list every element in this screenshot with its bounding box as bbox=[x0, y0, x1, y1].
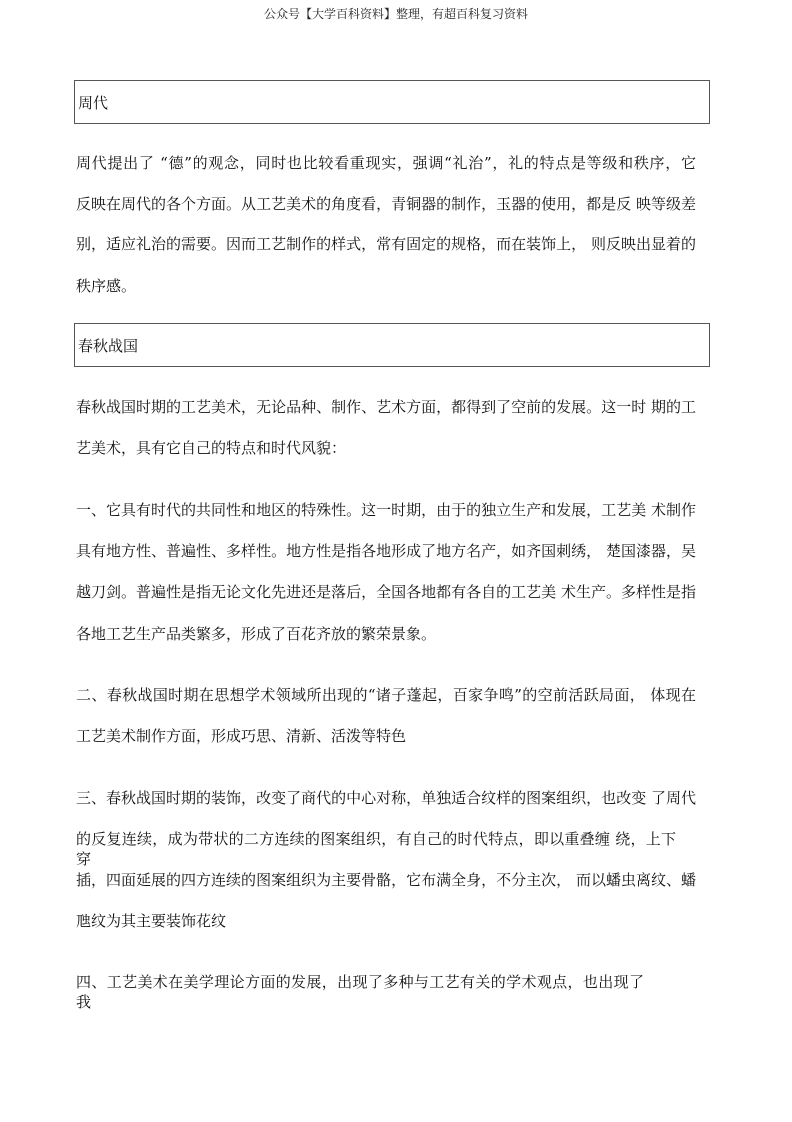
paragraph-line: 二、春秋战国时期在思想学术领域所出现的“诸子蓬起，百家争鸣”的空前活跃局面， 体现在 bbox=[76, 686, 696, 704]
paragraph-line: 艺美术，具有它自己的特点和时代风貌： bbox=[76, 439, 347, 457]
paragraph-line: 秩序感。 bbox=[76, 277, 137, 295]
paragraph-line: 具有地方性、普遍性、多样性。地方性是指各地形成了地方名产，如齐国刺绣， 楚国漆器，吴 bbox=[76, 542, 696, 560]
section-title-zhou bbox=[74, 80, 710, 124]
paragraph-line: 虺纹为其主要装饰花纹 bbox=[76, 912, 227, 930]
section-title-text: 春秋战国 bbox=[78, 336, 139, 355]
paragraph-line: 周代提出了 “德”的观念，同时也比较看重现实，强调“礼治”，礼的特点是等级和秩序，它 bbox=[76, 154, 696, 172]
page-header: 公众号【大学百科资料】整理，有超百科复习资料 bbox=[263, 7, 528, 21]
paragraph-line: 三、春秋战国时期的装饰，改变了商代的中心对称，单独适合纹样的图案组织，也改变 了周代 bbox=[76, 789, 696, 807]
section-title-chunqiu bbox=[74, 323, 710, 367]
paragraph-line: 越刀剑。普遍性是指无论文化先进还是落后，全国各地都有各自的工艺美 术生产。多样性是指 bbox=[76, 583, 696, 601]
paragraph-line: 一、它具有时代的共同性和地区的特殊性。这一时期，由于的独立生产和发展，工艺美 术制作 bbox=[76, 501, 696, 519]
paragraph-line: 的反复连续，成为带状的二方连续的图案组织，有自己的时代特点，即以重叠缠 绕，上下穿 bbox=[76, 830, 676, 868]
paragraph-line: 别，适应礼治的需要。因而工艺制作的样式，常有固定的规格，而在装饰上， 则反映出显着的 bbox=[76, 235, 696, 253]
section-title-text: 周代 bbox=[78, 93, 109, 112]
paragraph-line: 反映在周代的各个方面。从工艺美术的角度看，青铜器的制作，玉器的使用，都是反 映等级差 bbox=[76, 195, 696, 213]
paragraph-line: 各地工艺生产品类繁多，形成了百花齐放的繁荣景象。 bbox=[76, 625, 437, 643]
paragraph-line: 春秋战国时期的工艺美术，无论品种、制作、艺术方面，都得到了空前的发展。这一时 期的工 bbox=[76, 398, 696, 416]
paragraph-line: 工艺美术制作方面，形成巧思、清新、活泼等特色 bbox=[76, 727, 407, 745]
paragraph-line: 插，四面延展的四方连续的图案组织为主要骨骼，它布满全身，不分主次， 而以蟠虫离纹、蟠 bbox=[76, 871, 696, 889]
paragraph-line: 四、工艺美术在美学理论方面的发展，出现了多种与工艺有关的学术观点，也出现了我 bbox=[76, 973, 644, 1011]
